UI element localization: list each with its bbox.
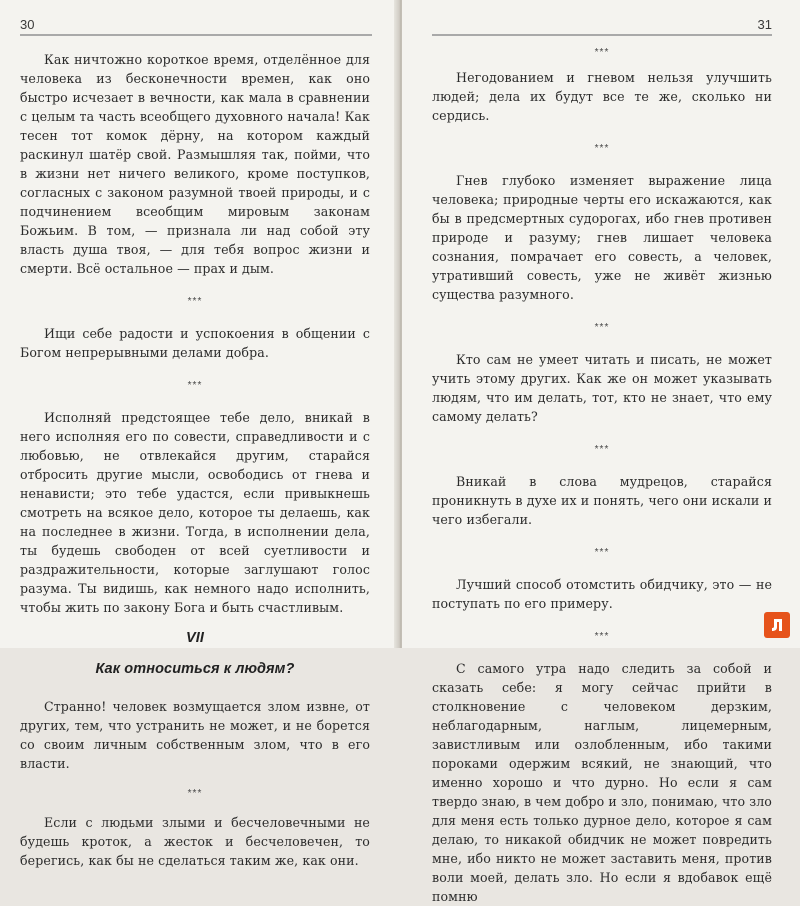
separator-stars: *** xyxy=(594,321,610,333)
separator-stars: *** xyxy=(594,46,610,58)
left-page-number: 30 xyxy=(20,17,35,32)
separator-stars: *** xyxy=(594,443,610,455)
logo-icon xyxy=(768,616,786,634)
paragraph: Если с людьми злыми и бесчеловечными не будешь кроток, а жесток и бесчеловечен, то берегись, как бы не сделаться таким же, как они. xyxy=(20,815,370,868)
paragraph: Исполняй предстоящее тебе дело, вникай в него исполняя его по совести, справедливости и с любовью, не отвлекайся другим, старайся отбросить другие мысли, освободись от гнева и ненависти; это тебе удастся, если привыкнешь смотреть на всякое дело, которое ты делаешь, как на последнее в жизни. Тогда, в исполнении дела, ты будешь свободен от всей суетливости и раздражительности, которые заглушают голос разума. Ты видишь, как немного надо исполнить, чтобы жить по закону Бога и быть счастливым. xyxy=(20,410,370,615)
separator-stars: *** xyxy=(187,379,203,391)
separator-stars: *** xyxy=(594,142,610,154)
left-page xyxy=(0,0,397,868)
paragraph: Кто сам не умеет читать и писать, не может учить этому других. Как же он может указывать людям, что им делать, тот, кто не знает, что ему самому делать? xyxy=(432,352,772,424)
paragraph: Ищи себе радости и успокоения в общении с Богом непрерывными делами добра. xyxy=(20,326,370,360)
separator-stars: *** xyxy=(594,630,610,642)
paragraph: Гнев глубоко изменяет выражение лица человека; природные черты его искажаются, как бы в предсмертных судорогах, ибо гнев противен природе и разуму; гнев лишает человека сознания, помрачает его совесть, а человек, утративший совесть, уже не живёт жизнью существа разумного. xyxy=(432,173,772,302)
separator-stars: *** xyxy=(187,787,203,799)
right-page-text xyxy=(432,36,772,906)
left-header-rule xyxy=(20,34,372,36)
right-page xyxy=(402,0,800,904)
paragraph: Странно! человек возмущается злом извне, от других, тем, что устранить не может, и не борется со своим личным собственным злом, что в его власти. xyxy=(20,699,370,771)
paragraph: Как ничтожно короткое время, отделённое для человека из бесконечности времен, как оно быстро исчезает в вечности, как мала в сравнении с целым та часть всеобщего духовного начала! Как тесен тот комок дёрну, на котором каждый раскинул шатёр свой. Размышляя так, пойми, что в жизни нет ничего великого, кроме поступков, согласных с законом разумной твоей природы, и с подчинением всеобщим мировым законам Божьим. В том, — признала ли над собой эту власть душа твоя, — для тебя вопрос жизни и смерти. Всё остальное — прах и дым. xyxy=(20,52,370,276)
separator-stars: *** xyxy=(594,546,610,558)
separator-stars: *** xyxy=(187,295,203,307)
paragraph: Лучший способ отомстить обидчику, это — не поступать по его примеру. xyxy=(432,577,772,611)
right-page-number: 31 xyxy=(757,17,772,32)
paragraph: Вникай в слова мудрецов, старайся проникнуть в духе их и понять, чего они искали и чего избегали. xyxy=(432,474,772,527)
paragraph: С самого утра надо следить за собой и сказать себе: я могу сейчас прийти в столкновение с человеком дерзким, неблагодарным, наглым, лицемерным, завистливым или озлобленным, ибо такими пороками одержим всякий, не знающий, что именно хорошо и что дурно. Но если я сам твердо знаю, в чем добро и зло, понимаю, что зло для меня есть только дурное дело, которое я сам делаю, то никакой обидчик не может повредить мне, ибо никто не может заставить меня, против воли моей, делать зло. Но если я вдобавок ещё помню xyxy=(432,661,772,904)
paragraph: Негодованием и гневом нельзя улучшить людей; дела их будут все те же, сколько ни сердись. xyxy=(432,70,772,123)
left-page-text xyxy=(20,50,370,870)
publisher-logo xyxy=(764,612,790,638)
chapter-title: Как относиться к людям? xyxy=(95,661,295,677)
chapter-number: VII xyxy=(185,630,205,646)
